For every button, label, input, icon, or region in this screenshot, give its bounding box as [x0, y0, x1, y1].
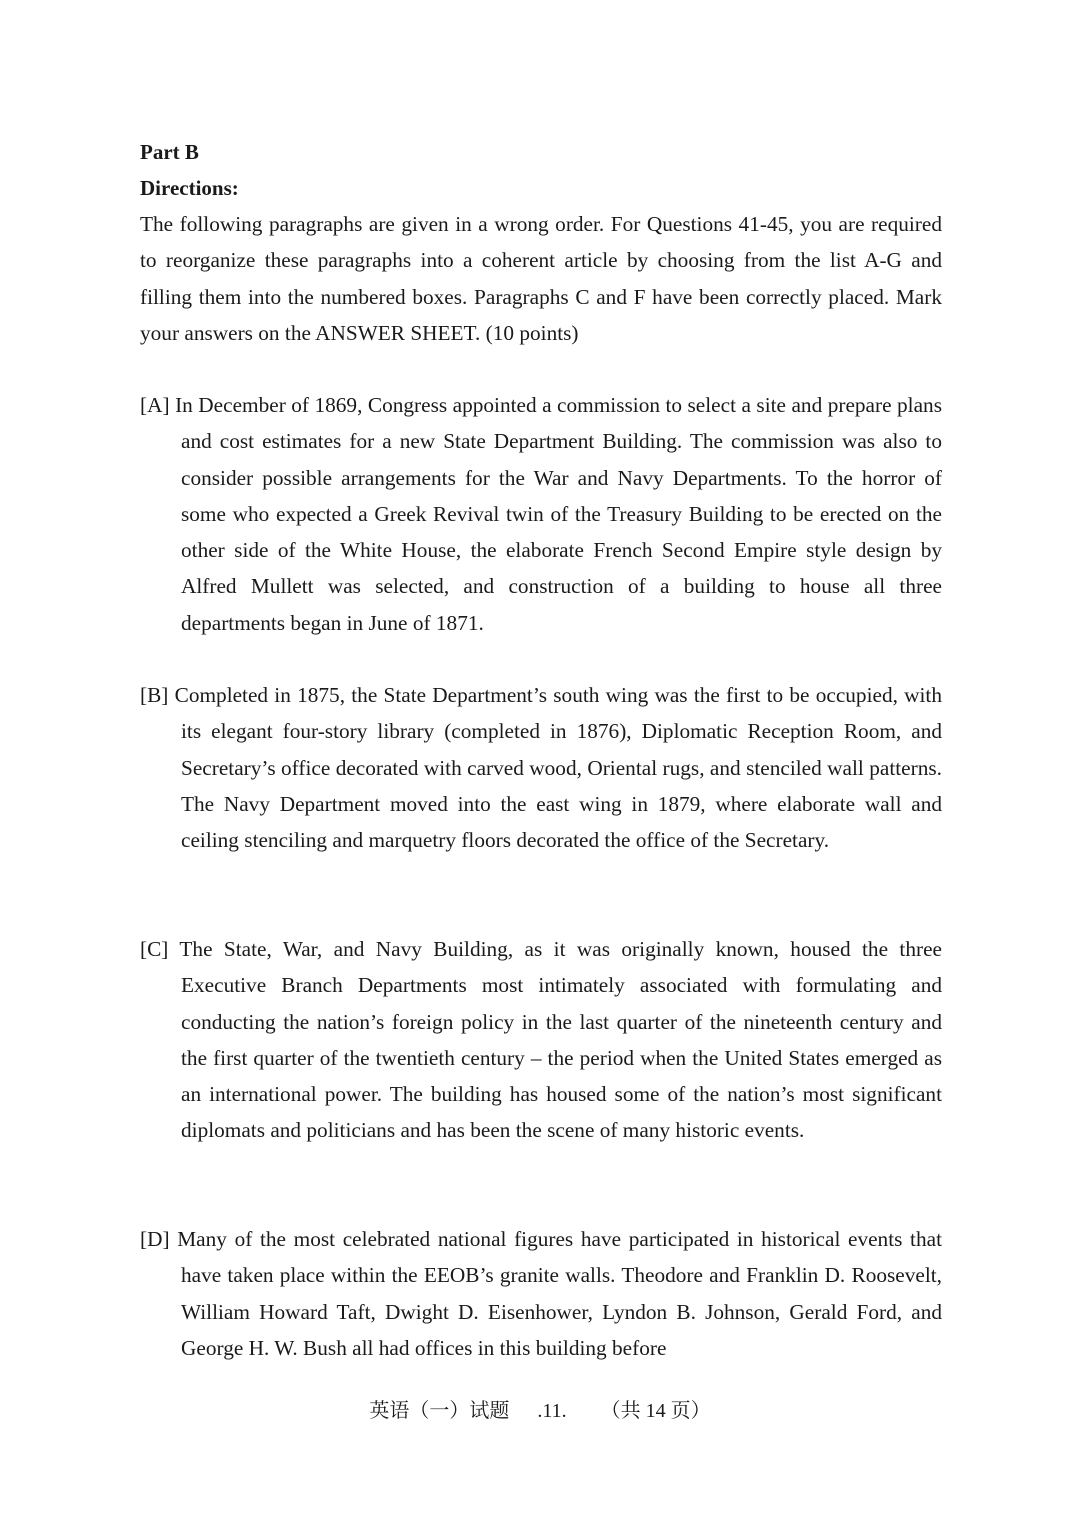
paragraph-c — [140, 931, 942, 1149]
page-footer — [0, 1396, 1080, 1426]
paragraph-text: In December of 1869, Congress appointed a commission to select a site and prepare plans and cost estimates for a new State Department Building. The commission was also to consider possible arrangements for the War and Navy Departments. To the horror of some who expected a Greek Revival twin of the Treasury Building to be erected on the other side of the White House, the elaborate French Second Empire style design by Alfred Mullett was selected, and construction of a building to house all three departments began in June of 1871. — [175, 393, 942, 635]
directions-text: The following paragraphs are given in a wrong order. For Questions 41-45, you are required to reorganize these paragraphs into a coherent article by choosing from the list A-G and filling them into the numbered boxes. Paragraphs C and F have been correctly placed. Mark your answers on the ANSWER SHEET. (10 points) — [140, 212, 942, 345]
paragraph-b — [140, 677, 942, 858]
paragraph-label: [D] — [140, 1227, 170, 1251]
footer-page-number: .11. — [537, 1400, 567, 1422]
paragraph-text: The State, War, and Navy Building, as it was originally known, housed the three Executive Branch Departments most intimately associated with formulating and conducting the nation’s foreign policy in the last quarter of the nineteenth century and the first quarter of the twentieth century – the period when the United States emerged as an international power. The building has housed some of the nation’s most significant diplomats and politicians and has been the scene of many historic events. — [179, 937, 942, 1143]
paragraph-label: [B] — [140, 683, 169, 707]
paragraph-label: [C] — [140, 937, 169, 961]
footer-total-pages: （共 14 页） — [600, 1400, 711, 1422]
paragraph-label: [A] — [140, 393, 170, 417]
paragraph-d — [140, 1221, 942, 1366]
part-title: Part B — [140, 140, 199, 164]
footer-subject: 英语（一）试题 — [369, 1400, 510, 1422]
paragraph-a — [140, 387, 942, 641]
paragraph-text: Many of the most celebrated national figures have participated in historical events that have taken place within the EEOB’s granite walls. Theodore and Franklin D. Roosevelt, William Howard Taft, Dwight D. Eisenhower, Lyndon B. Johnson, Gerald Ford, and George H. W. Bush all had offices in this building before — [177, 1227, 942, 1360]
paragraph-text: Completed in 1875, the State Department’s south wing was the first to be occupied, with its elegant four-story library (completed in 1876), Diplomatic Reception Room, and Secretary’s office decorated with carved wood, Oriental rugs, and stenciled wall patterns. The Navy Department moved into the east wing in 1879, where elaborate wall and ceiling stenciling and marquetry floors decorated the office of the Secretary. — [174, 683, 943, 853]
directions-title: Directions: — [140, 176, 239, 200]
